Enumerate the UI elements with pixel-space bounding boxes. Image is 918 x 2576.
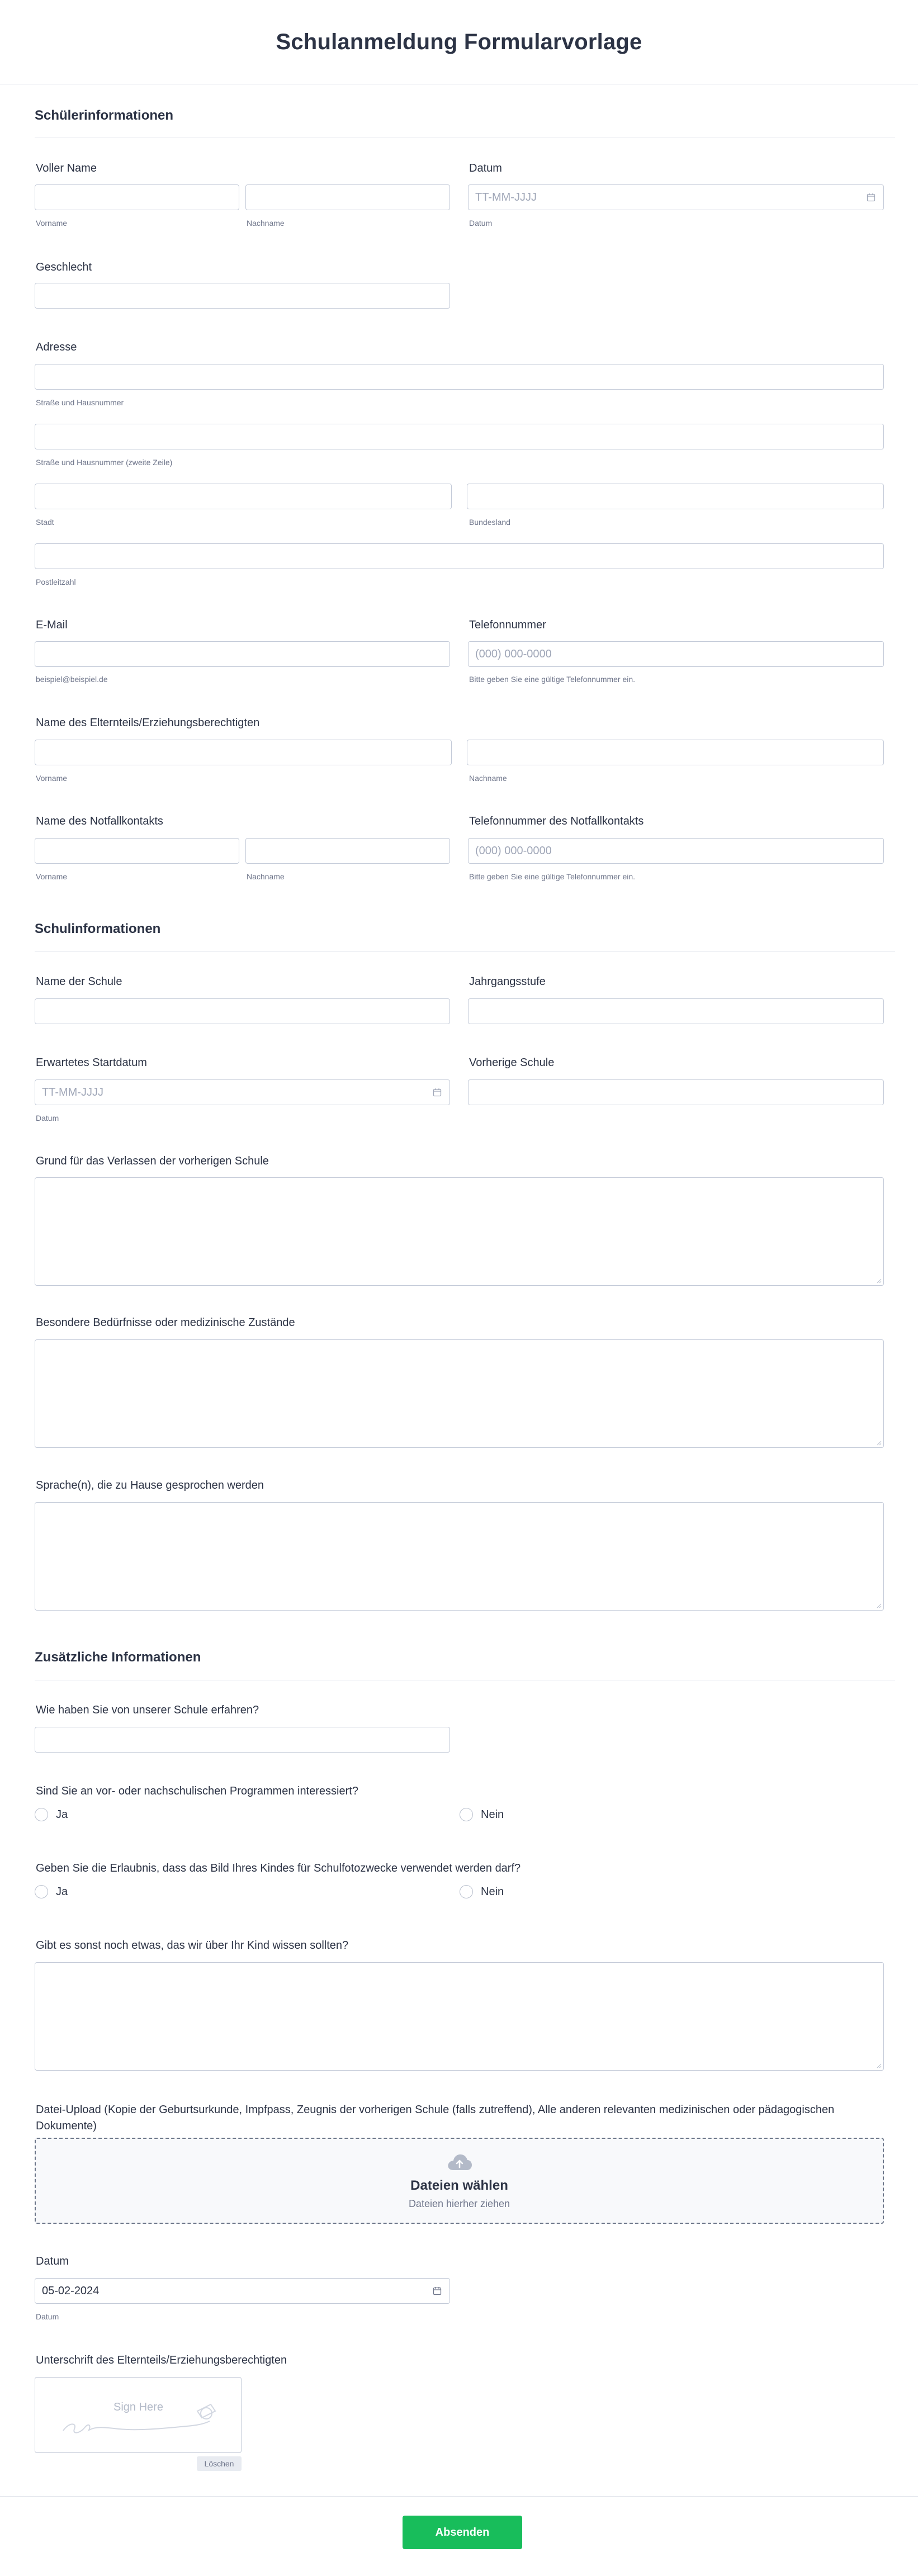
emergency-phone-label: Telefonnummer des Notfallkontakts (469, 815, 644, 827)
anything-else-textarea[interactable] (35, 1962, 884, 2071)
email-input[interactable] (35, 641, 450, 667)
date-input[interactable] (468, 184, 884, 210)
city-input[interactable] (35, 484, 452, 509)
calendar-icon[interactable] (867, 193, 876, 202)
emergency-phone-placeholder: (000) 000-0000 (475, 844, 552, 857)
resize-grip-icon[interactable] (876, 1278, 882, 1284)
upload-title[interactable]: Dateien wählen (410, 2177, 508, 2193)
cloud-upload-icon (447, 2152, 472, 2171)
upload-subtitle: Dateien hierher ziehen (408, 2198, 510, 2209)
page-title: Schulanmeldung Formularvorlage (276, 29, 642, 54)
street-sublabel: Straße und Hausnummer (36, 398, 124, 407)
emergency-last-name-sublabel: Nachname (247, 872, 285, 881)
gender-input[interactable] (35, 283, 450, 309)
gender-label: Geschlecht (36, 261, 92, 273)
emergency-phone-sublabel: Bitte geben Sie eine gültige Telefonnummer ein. (469, 872, 636, 881)
special-needs-textarea[interactable] (35, 1339, 884, 1448)
section-title-school-info: Schulinformationen (35, 921, 161, 936)
start-date-placeholder: TT-MM-JJJJ (42, 1086, 103, 1098)
calendar-icon[interactable] (433, 2286, 442, 2295)
parent-name-label: Name des Elternteils/Erziehungsberechtigten (36, 717, 260, 729)
heard-about-input[interactable] (35, 1727, 450, 1753)
first-name-sublabel: Vorname (36, 219, 68, 228)
languages-textarea[interactable] (35, 1502, 884, 1611)
photo-consent-option-yes[interactable] (35, 1885, 68, 1898)
radio-label: Nein (481, 1885, 504, 1898)
parent-last-name-sublabel: Nachname (469, 774, 507, 783)
special-needs-label: Besondere Bedürfnisse oder medizinische Zustände (36, 1317, 295, 1329)
bottom-date-sublabel: Datum (36, 2312, 59, 2321)
start-date-input[interactable] (35, 1079, 450, 1105)
email-label: E-Mail (36, 619, 68, 631)
emergency-name-label: Name des Notfallkontakts (36, 815, 163, 827)
section-divider (35, 951, 895, 952)
section-title-student-info: Schülerinformationen (35, 108, 174, 123)
last-name-sublabel: Nachname (247, 219, 285, 228)
resize-grip-icon[interactable] (876, 2063, 882, 2068)
date-placeholder: TT-MM-JJJJ (475, 191, 537, 203)
signature-label: Unterschrift des Elternteils/Erziehungsberechtigten (36, 2354, 287, 2366)
first-name-input[interactable] (35, 184, 239, 210)
state-sublabel: Bundesland (469, 518, 510, 527)
anything-else-label: Gibt es sonst noch etwas, das wir über Ihr Kind wissen sollten? (36, 1939, 349, 1952)
form-header (0, 0, 918, 84)
reason-textarea[interactable] (35, 1177, 884, 1286)
emergency-first-name-input[interactable] (35, 838, 239, 864)
programs-option-yes[interactable] (35, 1808, 68, 1821)
signature-placeholder: Sign Here (113, 2401, 163, 2413)
grade-input[interactable] (468, 998, 884, 1024)
parent-first-name-sublabel: Vorname (36, 774, 68, 783)
resize-grip-icon[interactable] (876, 1440, 882, 1446)
last-name-input[interactable] (245, 184, 450, 210)
emergency-last-name-input[interactable] (245, 838, 450, 864)
emergency-first-name-sublabel: Vorname (36, 872, 68, 881)
radio-icon[interactable] (35, 1885, 48, 1898)
reason-label: Grund für das Verlassen der vorherigen Schule (36, 1155, 269, 1167)
zip-input[interactable] (35, 543, 884, 569)
start-date-label: Erwartetes Startdatum (36, 1057, 147, 1069)
file-upload-dropzone[interactable] (35, 2138, 884, 2224)
radio-label: Ja (56, 1808, 68, 1821)
languages-label: Sprache(n), die zu Hause gesprochen werden (36, 1479, 264, 1491)
phone-label: Telefonnummer (469, 619, 546, 631)
date-label-bottom: Datum (36, 2255, 69, 2267)
resize-grip-icon[interactable] (876, 1603, 882, 1608)
phone-input[interactable] (468, 641, 884, 667)
parent-first-name-input[interactable] (35, 740, 452, 765)
emergency-phone-input[interactable] (468, 838, 884, 864)
section-title-additional-info: Zusätzliche Informationen (35, 1650, 201, 1665)
date-label: Datum (469, 162, 502, 174)
street-input[interactable] (35, 364, 884, 390)
signature-pad[interactable] (35, 2377, 242, 2453)
date-sublabel: Datum (469, 219, 493, 228)
state-input[interactable] (467, 484, 884, 509)
upload-label: Datei-Upload (Kopie der Geburtsurkunde, Impfpass, Zeugnis der vorherigen Schule (falls zutreffend), Alle anderen relevanten medizinischen oder pädagogischen Dokumente) (36, 2104, 835, 2132)
parent-last-name-input[interactable] (467, 740, 884, 765)
photo-consent-label: Geben Sie die Erlaubnis, dass das Bild Ihres Kindes für Schulfotozwecke verwendet werden darf? (36, 1862, 521, 1874)
clear-signature-button[interactable]: Löschen (197, 2456, 242, 2471)
previous-school-input[interactable] (468, 1079, 884, 1105)
full-name-label: Voller Name (36, 162, 97, 174)
radio-icon[interactable] (460, 1885, 473, 1898)
bottom-date-input[interactable] (35, 2278, 450, 2304)
school-name-label: Name der Schule (36, 976, 122, 988)
email-sublabel: beispiel@beispiel.de (36, 675, 108, 684)
grade-label: Jahrgangsstufe (469, 976, 546, 988)
street2-input[interactable] (35, 424, 884, 449)
radio-icon[interactable] (460, 1808, 473, 1821)
phone-sublabel: Bitte geben Sie eine gültige Telefonnummer ein. (469, 675, 636, 684)
programs-label: Sind Sie an vor- oder nachschulischen Programmen interessiert? (36, 1785, 358, 1797)
radio-icon[interactable] (35, 1808, 48, 1821)
date-value: 05-02-2024 (42, 2284, 100, 2297)
street2-sublabel: Straße und Hausnummer (zweite Zeile) (36, 458, 173, 467)
start-date-sublabel: Datum (36, 1114, 59, 1123)
heard-about-label: Wie haben Sie von unserer Schule erfahren? (36, 1704, 259, 1716)
calendar-icon[interactable] (433, 1088, 442, 1097)
programs-option-no[interactable] (460, 1808, 504, 1821)
radio-label: Ja (56, 1885, 68, 1898)
signature-placeholder-graphic (35, 2378, 242, 2454)
phone-placeholder: (000) 000-0000 (475, 647, 552, 660)
zip-sublabel: Postleitzahl (36, 577, 76, 586)
school-name-input[interactable] (35, 998, 450, 1024)
radio-label: Nein (481, 1808, 504, 1821)
submit-button[interactable]: Absenden (403, 2516, 522, 2549)
city-sublabel: Stadt (36, 518, 54, 527)
photo-consent-option-no[interactable] (460, 1885, 504, 1898)
previous-school-label: Vorherige Schule (469, 1057, 555, 1069)
address-label: Adresse (36, 341, 77, 353)
